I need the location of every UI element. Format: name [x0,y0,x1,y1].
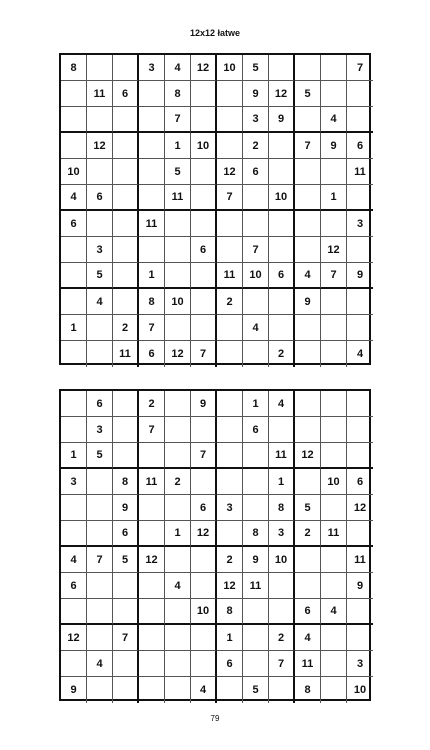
sudoku-cell: 2 [269,625,295,651]
sudoku-cell [139,651,165,677]
sudoku-cell [321,159,347,185]
sudoku-cell [191,289,217,315]
sudoku-cell: 3 [87,237,113,263]
sudoku-cell: 12 [87,133,113,159]
page-title: 12x12 łatwe [189,28,241,38]
sudoku-cell [139,521,165,547]
sudoku-cell [321,677,347,703]
sudoku-cell: 7 [269,651,295,677]
sudoku-cell [243,443,269,469]
sudoku-cell: 5 [87,263,113,289]
sudoku-cell [139,495,165,521]
sudoku-cell: 9 [321,133,347,159]
sudoku-cell: 9 [347,573,373,599]
sudoku-cell: 1 [165,133,191,159]
sudoku-cell [165,417,191,443]
sudoku-cell [243,341,269,367]
sudoku-cell [87,521,113,547]
sudoku-grid-1 [59,53,371,365]
sudoku-cell: 5 [243,677,269,703]
sudoku-cell [165,651,191,677]
sudoku-cell: 12 [165,341,191,367]
sudoku-cell [269,55,295,81]
sudoku-cell: 4 [243,315,269,341]
sudoku-cell [217,417,243,443]
sudoku-cell: 4 [165,573,191,599]
sudoku-cell: 9 [347,263,373,289]
sudoku-cell: 1 [61,315,87,341]
sudoku-cell [113,289,139,315]
sudoku-cell [165,391,191,417]
sudoku-cell [295,107,321,133]
sudoku-cell [113,159,139,185]
sudoku-cell: 6 [191,237,217,263]
sudoku-cell: 6 [295,599,321,625]
sudoku-cell: 7 [191,341,217,367]
sudoku-cell: 6 [87,391,113,417]
sudoku-cell [87,495,113,521]
sudoku-cell [269,315,295,341]
sudoku-cell: 2 [217,547,243,573]
sudoku-cell: 4 [356,348,364,360]
sudoku-cell [347,443,373,469]
sudoku-cell [87,677,113,703]
sudoku-cell: 1 [217,625,243,651]
sudoku-cell [347,625,373,651]
sudoku-cell [217,341,243,367]
sudoku-cell [139,237,165,263]
sudoku-cell [61,521,87,547]
sudoku-cell: 2 [113,315,139,341]
sudoku-cell: 4 [269,391,295,417]
sudoku-cell [191,211,217,237]
sudoku-cell [87,55,113,81]
sudoku-cell [321,211,347,237]
sudoku-cell: 4 [321,107,347,133]
sudoku-cell [113,263,139,289]
sudoku-cell [243,185,269,211]
sudoku-cell: 11 [165,185,191,211]
sudoku-cell: 10 [353,684,367,696]
sudoku-cell [165,237,191,263]
sudoku-cell: 7 [243,237,269,263]
sudoku-cell: 1 [165,521,191,547]
sudoku-cell [139,677,165,703]
sudoku-cell [191,625,217,651]
sudoku-cell: 11 [87,81,113,107]
sudoku-cell: 1 [321,185,347,211]
sudoku-cell: 10 [61,159,87,185]
sudoku-cell: 8 [217,599,243,625]
sudoku-cell: 12 [139,547,165,573]
sudoku-cell: 3 [347,651,373,677]
sudoku-cell: 9 [269,107,295,133]
sudoku-cell: 7 [139,315,165,341]
sudoku-cell [217,211,243,237]
sudoku-cell [217,315,243,341]
sudoku-cell [113,651,139,677]
sudoku-cell [191,107,217,133]
sudoku-cell: 5 [165,159,191,185]
sudoku-cell: 8 [269,495,295,521]
sudoku-cell: 10 [217,55,243,81]
sudoku-cell: 11 [113,341,139,367]
sudoku-cell: 2 [165,469,191,495]
sudoku-cell: 11 [217,263,243,289]
sudoku-cell [217,469,243,495]
sudoku-cell [61,651,87,677]
sudoku-cell [295,341,321,367]
sudoku-cell: 6 [113,81,139,107]
sudoku-cell [165,677,191,703]
sudoku-cell: 8 [295,677,321,703]
sudoku-cell: 6 [191,495,217,521]
sudoku-cell [347,81,373,107]
sudoku-cell [113,599,139,625]
sudoku-cell [295,185,321,211]
sudoku-cell: 9 [113,495,139,521]
sudoku-cell: 11 [347,547,373,573]
sudoku-cell: 4 [295,625,321,651]
sudoku-cell: 9 [61,677,87,703]
sudoku-cell [295,417,321,443]
sudoku-cell [61,391,87,417]
sudoku-cell: 4 [321,599,347,625]
sudoku-cell: 1 [243,391,269,417]
sudoku-cell: 12 [347,495,373,521]
sudoku-cell [113,417,139,443]
sudoku-cell [191,263,217,289]
sudoku-cell [139,133,165,159]
sudoku-grid-2 [59,389,371,701]
sudoku-cell: 2 [295,521,321,547]
sudoku-cell: 3 [139,55,165,81]
sudoku-cell: 2 [139,391,165,417]
sudoku-cell [139,107,165,133]
sudoku-cell: 1 [139,263,165,289]
sudoku-cell [269,159,295,185]
sudoku-cell [87,599,113,625]
sudoku-cell [321,547,347,573]
sudoku-cell: 7 [139,417,165,443]
sudoku-cell [113,107,139,133]
sudoku-cell: 4 [61,547,87,573]
sudoku-cell: 12 [217,159,243,185]
sudoku-cell [321,495,347,521]
sudoku-cell [87,211,113,237]
sudoku-cell [165,599,191,625]
sudoku-cell [295,55,321,81]
sudoku-cell: 7 [295,133,321,159]
sudoku-cell [165,263,191,289]
sudoku-cell [295,573,321,599]
sudoku-cell [113,573,139,599]
sudoku-cell [295,315,321,341]
sudoku-cell [269,599,295,625]
sudoku-cell [165,211,191,237]
sudoku-cell [269,289,295,315]
sudoku-cell [347,237,373,263]
sudoku-cell [321,81,347,107]
sudoku-cell [347,417,373,443]
sudoku-cell: 11 [269,443,295,469]
sudoku-cell: 8 [113,469,139,495]
sudoku-cell [347,521,373,547]
sudoku-cell [347,599,373,625]
sudoku-cell: 7 [191,443,217,469]
sudoku-cell: 6 [61,211,87,237]
sudoku-cell [61,289,87,315]
sudoku-cell: 4 [61,185,87,211]
sudoku-cell [113,133,139,159]
sudoku-cell [295,159,321,185]
sudoku-cell: 4 [295,263,321,289]
sudoku-cell [295,211,321,237]
sudoku-cell [139,443,165,469]
sudoku-cell: 7 [217,185,243,211]
sudoku-cell: 11 [139,211,165,237]
sudoku-cell [61,341,87,367]
sudoku-cell: 5 [87,443,113,469]
sudoku-cell [165,625,191,651]
sudoku-cell: 7 [113,625,139,651]
sudoku-cell: 10 [269,547,295,573]
sudoku-cell [217,237,243,263]
sudoku-cell [191,315,217,341]
sudoku-cell [347,391,373,417]
sudoku-cell: 12 [191,521,217,547]
sudoku-cell: 6 [113,521,139,547]
sudoku-cell [269,573,295,599]
sudoku-cell [217,391,243,417]
sudoku-cell [269,417,295,443]
sudoku-cell: 9 [191,391,217,417]
sudoku-cell [243,651,269,677]
sudoku-cell: 4 [87,651,113,677]
sudoku-cell: 10 [243,263,269,289]
sudoku-cell [243,625,269,651]
sudoku-cell [269,677,295,703]
sudoku-cell [243,289,269,315]
sudoku-cell [61,237,87,263]
sudoku-cell [61,495,87,521]
sudoku-cell: 2 [217,289,243,315]
sudoku-cell: 3 [269,521,295,547]
sudoku-cell: 3 [347,211,373,237]
sudoku-cell: 8 [165,81,191,107]
sudoku-cell: 6 [61,573,87,599]
sudoku-cell [217,107,243,133]
sudoku-cell [87,315,113,341]
sudoku-cell: 12 [217,573,243,599]
sudoku-cell: 6 [347,469,373,495]
sudoku-cell: 5 [295,495,321,521]
sudoku-cell [321,625,347,651]
sudoku-cell [113,55,139,81]
sudoku-cell [87,625,113,651]
sudoku-cell: 10 [191,133,217,159]
sudoku-cell: 2 [243,133,269,159]
sudoku-cell [191,159,217,185]
sudoku-cell: 1 [269,469,295,495]
sudoku-cell [347,289,373,315]
sudoku-cell [269,237,295,263]
sudoku-cell [113,211,139,237]
sudoku-cell [61,263,87,289]
sudoku-cell: 7 [87,547,113,573]
sudoku-cell [61,107,87,133]
sudoku-cell: 11 [295,651,321,677]
sudoku-cell [321,651,347,677]
sudoku-cell [347,315,373,341]
sudoku-cell [217,81,243,107]
sudoku-cell: 6 [243,417,269,443]
sudoku-cell [191,417,217,443]
sudoku-cell: 8 [243,521,269,547]
sudoku-cell: 3 [87,417,113,443]
sudoku-cell [321,289,347,315]
sudoku-cell [61,417,87,443]
sudoku-cell [321,391,347,417]
sudoku-cell: 11 [347,159,373,185]
sudoku-cell [217,677,243,703]
sudoku-cell [87,573,113,599]
sudoku-cell [295,547,321,573]
sudoku-cell [165,315,191,341]
sudoku-cell [113,391,139,417]
sudoku-cell: 8 [139,289,165,315]
sudoku-cell [139,599,165,625]
sudoku-cell [295,469,321,495]
sudoku-cell [217,443,243,469]
sudoku-cell [295,391,321,417]
sudoku-cell: 10 [165,289,191,315]
sudoku-cell: 12 [191,55,217,81]
sudoku-cell [139,185,165,211]
sudoku-cell: 5 [243,55,269,81]
sudoku-cell [321,341,347,367]
sudoku-cell: 10 [321,469,347,495]
sudoku-cell: 9 [243,547,269,573]
sudoku-cell [191,547,217,573]
sudoku-cell: 4 [191,677,217,703]
sudoku-cell [191,469,217,495]
sudoku-cell [243,469,269,495]
sudoku-cell [321,417,347,443]
sudoku-cell [165,495,191,521]
sudoku-cell [347,185,373,211]
sudoku-cell: 12 [295,443,321,469]
sudoku-cell [139,159,165,185]
sudoku-cell [269,133,295,159]
sudoku-cell [165,443,191,469]
sudoku-cell [139,81,165,107]
sudoku-cell [243,495,269,521]
sudoku-cell [321,315,347,341]
sudoku-cell: 10 [191,599,217,625]
sudoku-cell: 1 [61,443,87,469]
sudoku-cell: 8 [61,55,87,81]
sudoku-cell: 9 [243,81,269,107]
sudoku-cell [61,133,87,159]
sudoku-cell [191,81,217,107]
sudoku-cell [295,237,321,263]
sudoku-cell [347,107,373,133]
sudoku-cell: 12 [321,237,347,263]
sudoku-cell: 10 [269,185,295,211]
sudoku-cell: 7 [321,263,347,289]
sudoku-cell: 3 [61,469,87,495]
sudoku-cell: 6 [269,263,295,289]
sudoku-cell: 5 [295,81,321,107]
sudoku-cell: 7 [165,107,191,133]
sudoku-cell: 6 [87,185,113,211]
sudoku-cell [113,443,139,469]
sudoku-cell: 11 [321,521,347,547]
sudoku-cell [87,107,113,133]
sudoku-cell: 3 [243,107,269,133]
sudoku-cell [321,573,347,599]
sudoku-cell [61,81,87,107]
sudoku-cell [217,133,243,159]
sudoku-cell [191,573,217,599]
sudoku-cell [191,185,217,211]
sudoku-cell [243,599,269,625]
sudoku-cell: 6 [243,159,269,185]
sudoku-cell [113,185,139,211]
sudoku-cell: 6 [139,341,165,367]
sudoku-cell: 7 [347,55,373,81]
sudoku-cell: 4 [165,55,191,81]
sudoku-cell [139,625,165,651]
sudoku-cell: 9 [295,289,321,315]
sudoku-cell [61,599,87,625]
sudoku-cell [139,573,165,599]
sudoku-cell [165,547,191,573]
sudoku-cell [321,443,347,469]
sudoku-cell [113,237,139,263]
sudoku-cell [321,55,347,81]
sudoku-cell: 11 [243,573,269,599]
sudoku-cell [87,159,113,185]
sudoku-cell: 4 [87,289,113,315]
sudoku-cell: 11 [139,469,165,495]
sudoku-cell [113,677,139,703]
page-number: 79 [210,714,220,723]
sudoku-cell: 2 [269,341,295,367]
sudoku-cell [87,341,113,367]
sudoku-cell: 5 [113,547,139,573]
sudoku-cell [87,469,113,495]
sudoku-cell: 12 [269,81,295,107]
sudoku-cell [269,211,295,237]
sudoku-cell: 3 [217,495,243,521]
sudoku-cell: 12 [61,625,87,651]
sudoku-cell [191,651,217,677]
sudoku-cell: 6 [347,133,373,159]
sudoku-cell: 6 [217,651,243,677]
sudoku-cell [217,521,243,547]
sudoku-cell [243,211,269,237]
